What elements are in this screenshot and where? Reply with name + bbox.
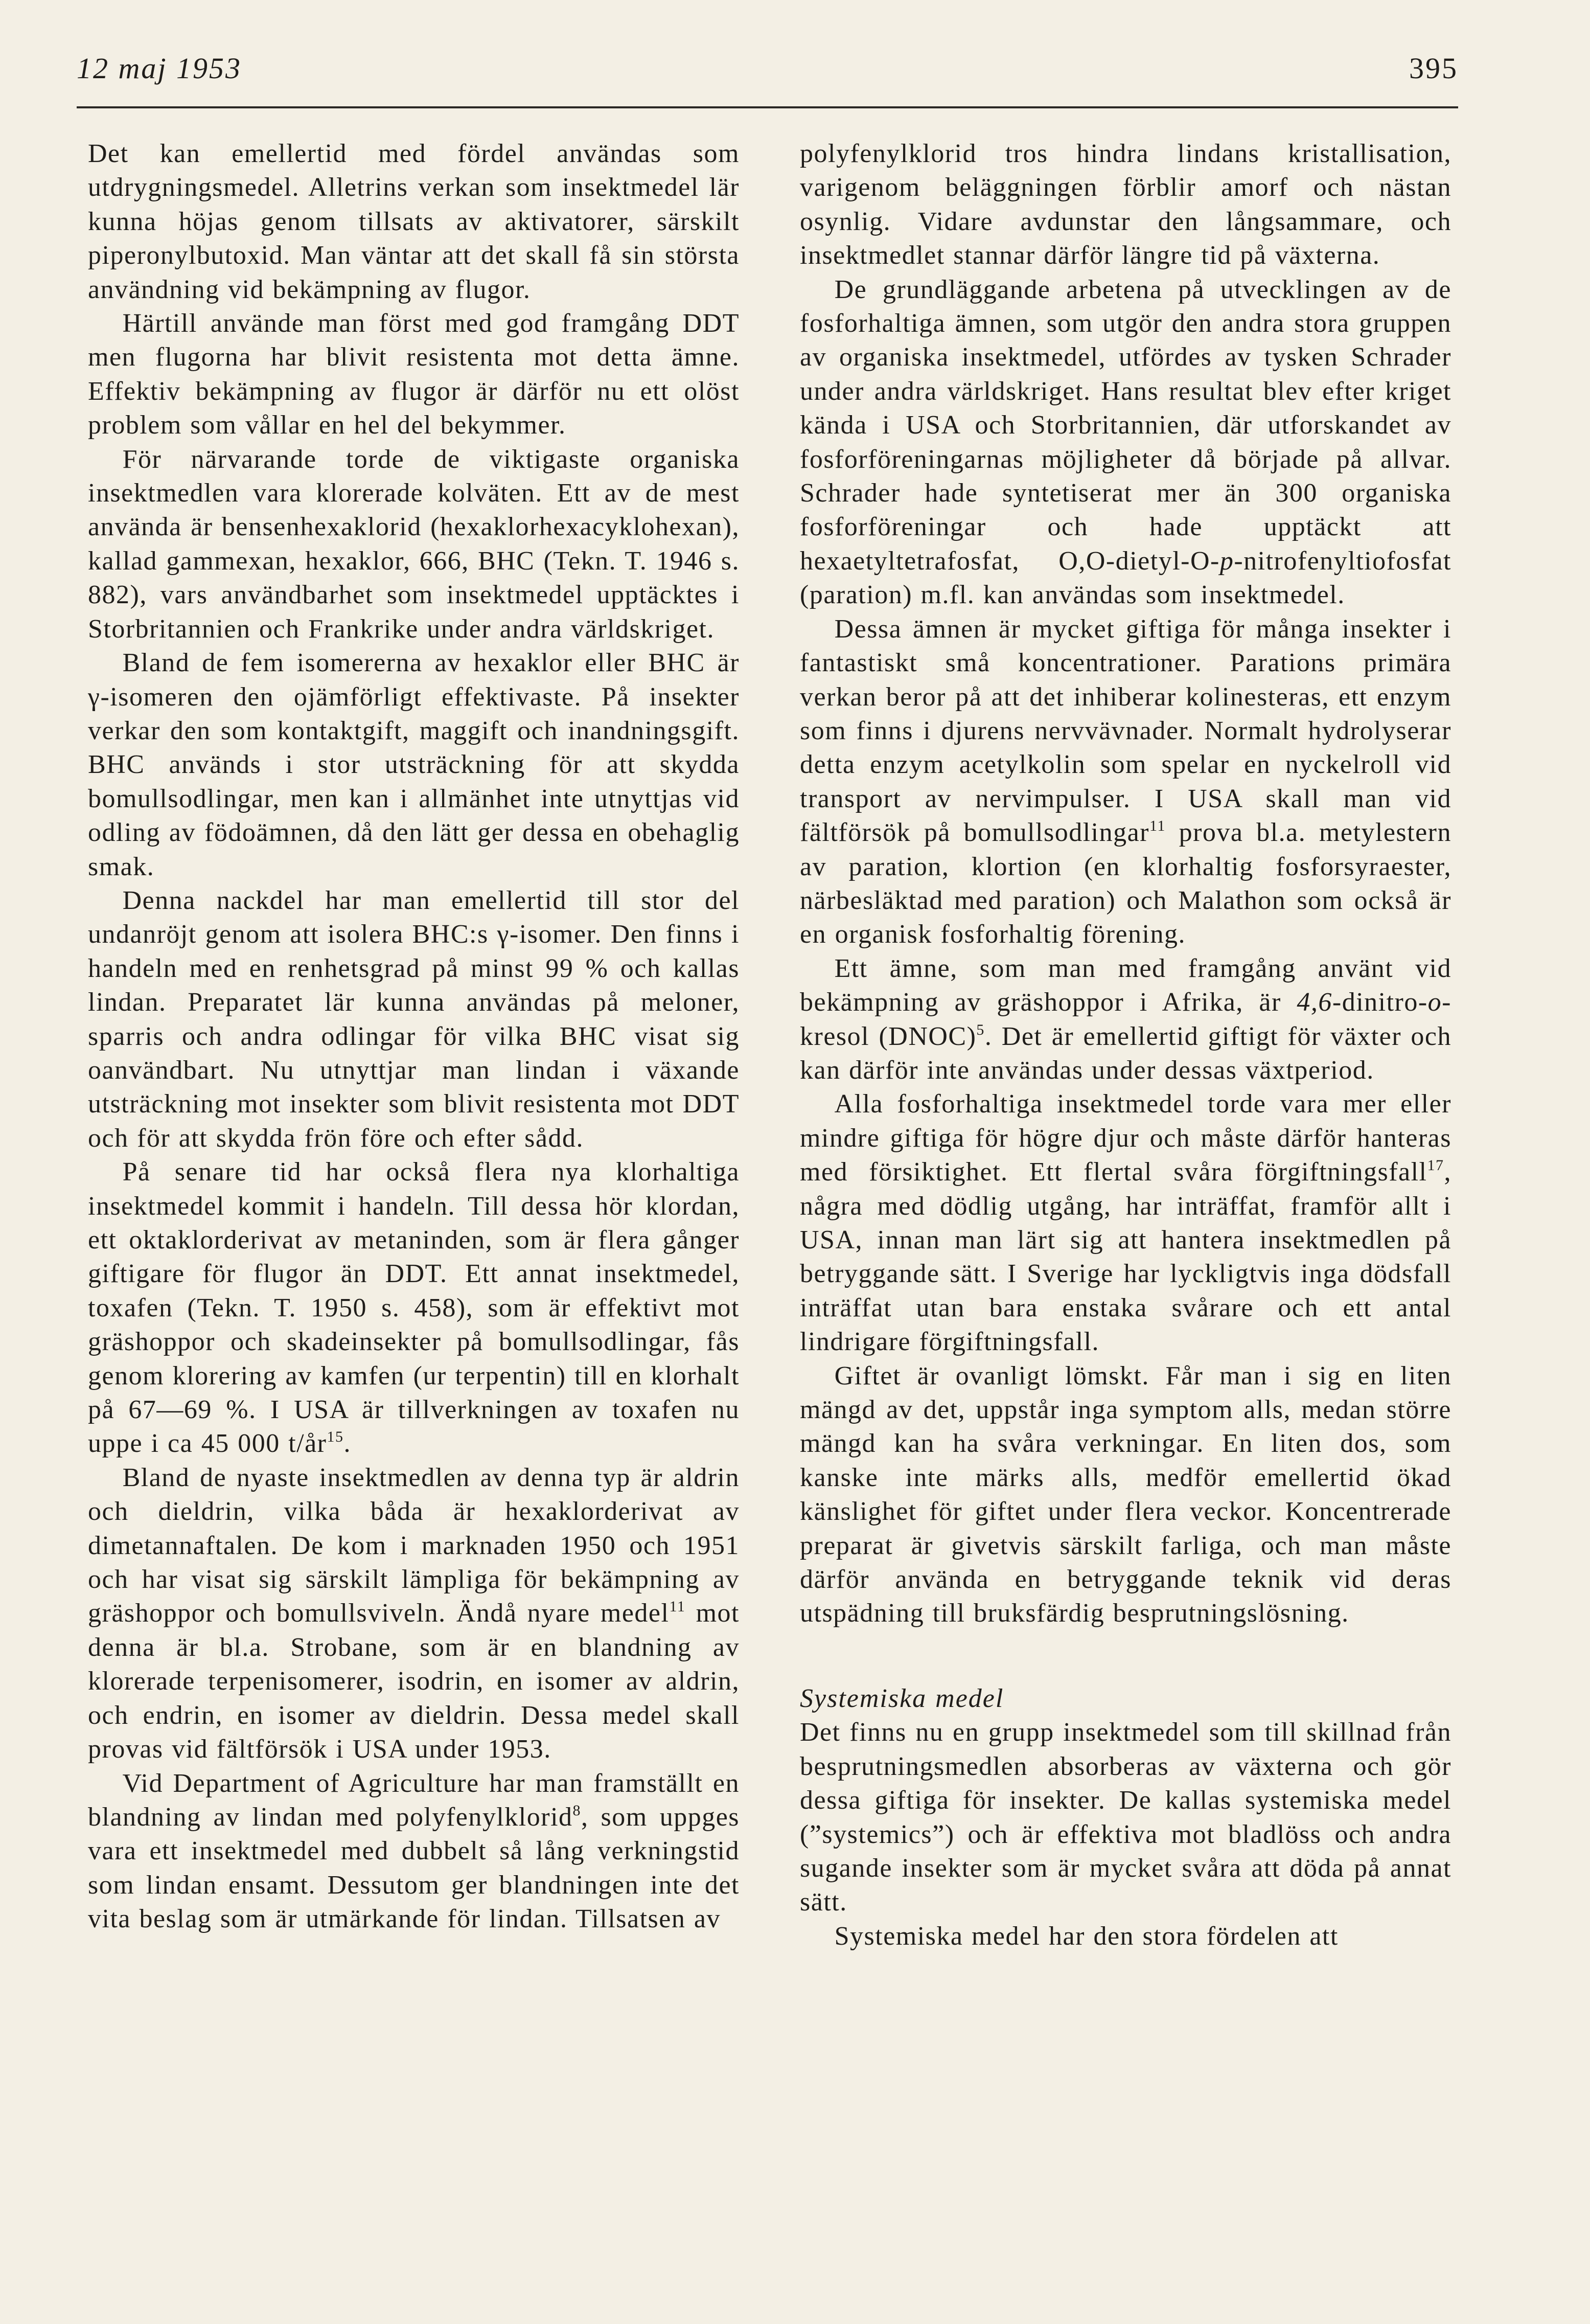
footnote-ref: 11 [669, 1598, 686, 1615]
paragraph: För närvarande torde de viktigaste organiska insektmedlen vara klorerade kolväten. Ett av de mest använda är bensenhexaklorid (hexaklorhexacyklohexan), kallad gammexan, hexaklor, 666, BHC (Tekn. T. 1946 s. 882), vars användbarhet som insektmedel upptäcktes i Storbritannien och Frankrike under andra världskriget. [88, 444, 740, 644]
paragraph: Härtill använde man först med god framgång DDT men flugorna har blivit resistenta mot detta ämne. Effektiv bekämpning av flugor är därför nu ett olöst problem som vållar en hel del bekymmer. [88, 309, 740, 440]
paragraph: Giftet är ovanligt lömskt. Får man i sig en liten mängd av det, uppstår inga symptom alls, medan större mängd kan ha svåra verkningar. En liten dos, som kanske inte märks alls, medför emellertid ökad känslighet för giftet under flera veckor. Koncentrerade preparat är givetvis särskilt farliga, och man måste därför använda en betryggande teknik vid deras utspädning till bruksfärdig besprutningslösning. [800, 1361, 1451, 1628]
footnote-ref: 17 [1427, 1157, 1444, 1174]
footnote-ref: 5 [976, 1021, 985, 1038]
running-head [77, 51, 1458, 107]
issue-date: 12 maj 1953 [77, 52, 242, 85]
paragraph: Det finns nu en grupp insektmedel som till skillnad från besprutningsmedlen absorberas av växterna och gör dessa giftiga för insekter. De kallas systemiska medel (”systemics”) och är effektiva mot bladlöss och andra sugande insekter som är mycket svåra att döda på annat sätt. [800, 1718, 1451, 1917]
paragraph: Det kan emellertid med fördel användas som utdrygningsmedel. Alletrins verkan som insektmedel lär kunna höjas genom tillsats av aktivatorer, särskilt piperonylbutoxid. Man väntar att det skall få sin största användning vid bekämpning av flugor. [88, 139, 740, 304]
footnote-ref: 8 [572, 1802, 582, 1819]
left-column [88, 137, 740, 1936]
paragraph: polyfenylklorid tros hindra lindans kristallisation, varigenom beläggningen förblir amorf och nästan osynlig. Vidare avdunstar den långsammare, och insektmedlet stannar därför längre tid på växterna. [800, 139, 1451, 270]
section-heading: Systemiska medel [800, 1683, 1004, 1713]
right-column [800, 137, 1451, 1953]
paragraph: Bland de fem isomererna av hexaklor eller BHC är γ-isomeren den ojämförligt effektivaste. På insekter verkar den som kontaktgift, maggift och inandningsgift. BHC används i stor utsträckning för att skydda bomullsodlingar, men kan i allmänhet inte utnyttjas vid odling av födoämnen, då den lätt ger dessa en obehaglig smak. [88, 648, 740, 881]
footnote-ref: 15 [327, 1428, 344, 1446]
paragraph: Denna nackdel har man emellertid till stor del undanröjt genom att isolera BHC:s γ-isomer. Den finns i handeln med en renhetsgrad på minst 99 % och kallas lindan. Preparatet lär kunna användas på meloner, sparris och andra odlingar för vilka BHC visat sig oanvändbart. Nu utnyttjar man lindan i växande utsträckning mot insekter som blivit resistenta mot DDT och för att skydda frön före och efter sådd. [88, 885, 740, 1153]
page-number: 395 [1409, 52, 1458, 85]
footnote-ref: 11 [1149, 817, 1166, 835]
paragraph: På senare tid har också flera nya klorhaltiga insektmedel kommit i handeln. Till dessa hör klordan, ett oktaklorderivat av metaninden, som är flera gånger giftigare för flugor än DDT. Ett annat insektmedel, toxafen (Tekn. T. 1950 s. 458), som är effektivt mot gräshoppor och skadeinsekter på bomullsodlingar, fås genom klorering av kamfen (ur terpentin) till en klorhalt på 67—69 %. I USA är tillverkningen av toxafen nu uppe i ca 45 000 $t/år^{15}$. [88, 1157, 740, 1459]
paragraph: De grundläggande arbetena på utvecklingen av de fosforhaltiga ämnen, som utgör den andra stora gruppen av organiska insektmedel, utfördes av tysken Schrader under andra världskriget. Hans resultat blev efter kriget kända i USA och Storbritannien, där utforskandet av fosforföreningarnas möjligheter då började på allvar. Schrader hade syntetiserat mer än 300 organiska fosforföreningar och hade upptäckt att hexaetyltetrafosfat, O,O-dietyl-O-p-nitrofenyltiofosfat (paration) m.fl. kan användas som insektmedel. [800, 275, 1451, 610]
paragraph: Ett ämne, som man med framgång använt vid bekämpning av gräshoppor i Afrika, är 4,6-dinitro-o-kresol (DNOC)$^5$. Det är emellertid giftigt för växter och kan därför inte användas under dessas växtperiod. [800, 953, 1451, 1085]
paragraph: Alla fosforhaltiga insektmedel torde vara mer eller mindre giftiga för högre djur och måste därför hanteras med försiktighet. Ett flertal svåra förgiftningsfall$^{17}$, några med dödlig utgång, har inträffat, framför allt i USA, innan man lärt sig att hantera insektmedlen på betryggande sätt. I Sverige har lyckligtvis inga dödsfall inträffat utan bara enstaka svårare och ett antal lindrigare förgiftningsfall. [800, 1089, 1451, 1357]
paragraph: Systemiska medel har den stora fördelen att [834, 1921, 1339, 1951]
paragraph: Vid Department of Agriculture har man framställt en blandning av lindan med polyfenylklorid$^8$, som uppges vara ett insektmedel med dubbelt så lång verkningstid som lindan ensamt. Dessutom ger blandningen inte det vita beslag som är utmärkande för lindan. Tillsatsen av [88, 1768, 740, 1934]
paragraph: Bland de nyaste insektmedlen av denna typ är aldrin och dieldrin, vilka båda är hexaklorderivat av dimetannaftalen. De kom i marknaden 1950 och 1951 och har visat sig särskilt lämpliga för bekämpning av gräshoppor och bomullsviveln. Ändå nyare medel$^{11}$ mot denna är bl.a. Strobane, som är en blandning av klorerade terpenisomerer, isodrin, en isomer av aldrin, och endrin, en isomer av dieldrin. Dessa medel skall provas vid fältförsök i USA under 1953. [88, 1463, 740, 1764]
paragraph: Dessa ämnen är mycket giftiga för många insekter i fantastiskt små koncentrationer. Parations primära verkan beror på att det inhiberar kolinesteras, ett enzym som finns i djurens nervvävnader. Normalt hydrolyserar detta enzym acetylkolin som spelar en nyckelroll vid transport av nervimpulser. I USA skall man vid fältförsök på bomullsodlingar$^{11}$ prova bl.a. metylestern av paration, klortion (en klorhaltig fosforsyraester, närbesläktad med paration) och Malathon som också är en organisk fosforhaltig förening. [800, 614, 1452, 949]
header-rule [77, 106, 1458, 108]
